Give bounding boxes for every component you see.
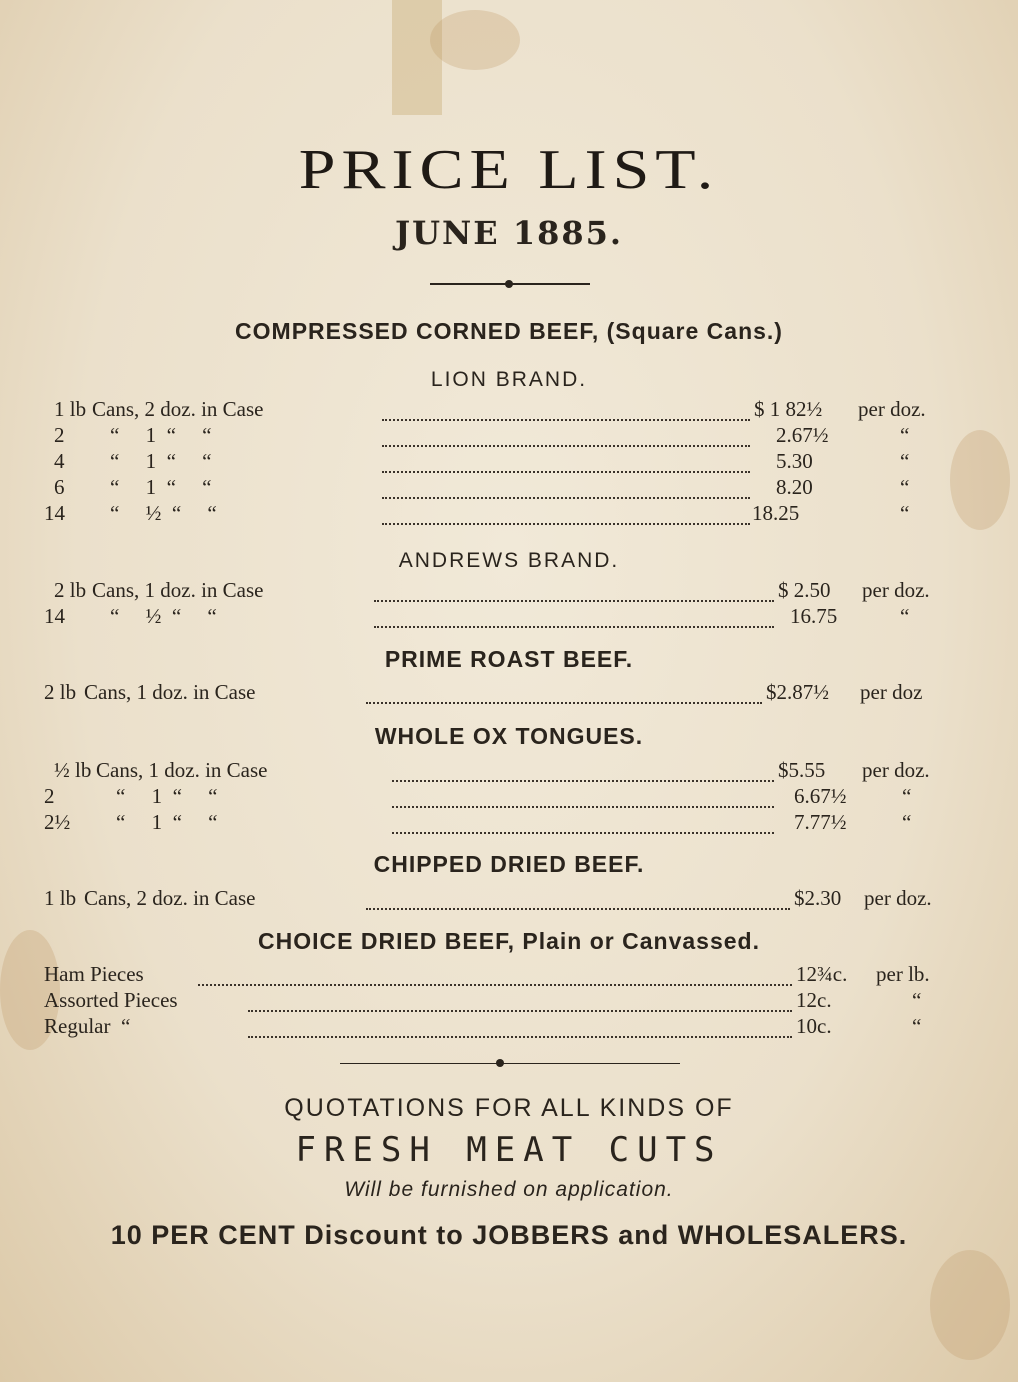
section-heading: PRIME ROAST BEEF. xyxy=(384,646,634,672)
row-unit: “ xyxy=(900,475,910,499)
row-unit: per doz. xyxy=(862,578,930,602)
row-size: 2 lb xyxy=(44,680,77,704)
row-unit: “ xyxy=(900,449,910,473)
stain xyxy=(430,10,520,70)
row-unit: “ xyxy=(902,810,912,834)
price-row xyxy=(40,578,962,604)
discount-line: 10 PER CENT Discount to JOBBERS and WHOLESALERS. xyxy=(110,1220,908,1250)
row-size: ½ lb xyxy=(54,758,92,782)
row-price: 12c. xyxy=(796,988,832,1012)
row-desc: Cans, 1 doz. in Case xyxy=(92,578,264,602)
leader-dots xyxy=(374,578,774,602)
price-row xyxy=(40,397,962,423)
price-row xyxy=(40,449,962,475)
price-row xyxy=(40,962,962,988)
row-size: 1 lb xyxy=(44,886,77,910)
row-desc: “ ½ “ “ xyxy=(110,604,217,628)
row-unit: “ xyxy=(900,501,910,525)
row-price: $ 1 82½ xyxy=(754,397,823,421)
divider-ornament xyxy=(505,280,513,288)
row-unit: per doz. xyxy=(862,758,930,782)
row-price: 6.67½ xyxy=(794,784,847,808)
page-date: JUNE 1885. xyxy=(394,214,624,252)
row-size: 14 xyxy=(44,501,65,525)
divider-rule xyxy=(340,1063,680,1064)
section-heading-text: CHOICE DRIED BEEF, xyxy=(258,928,515,954)
row-size: 4 xyxy=(54,449,65,473)
row-unit: “ xyxy=(902,784,912,808)
leader-dots xyxy=(382,475,750,499)
row-price: 2.67½ xyxy=(776,423,829,447)
row-unit: per doz. xyxy=(864,886,932,910)
row-unit: “ xyxy=(912,988,922,1012)
leader-dots xyxy=(198,962,792,986)
price-row xyxy=(40,1014,962,1040)
leader-dots xyxy=(382,423,750,447)
section-heading: WHOLE OX TONGUES. xyxy=(374,723,644,749)
leader-dots xyxy=(392,784,774,808)
price-row xyxy=(40,475,962,501)
divider-ornament xyxy=(496,1059,504,1067)
row-price: $ 2.50 xyxy=(778,578,831,602)
row-size: 2½ xyxy=(44,810,71,834)
row-price: $2.87½ xyxy=(766,680,829,704)
row-desc: “ ½ “ “ xyxy=(110,501,217,525)
price-row xyxy=(40,810,962,836)
row-desc: “ 1 “ “ xyxy=(110,449,212,473)
brand-heading: ANDREWS BRAND. xyxy=(398,549,620,572)
row-unit: per doz. xyxy=(858,397,926,421)
fresh-meat-cuts: FRESH MEAT CUTS xyxy=(295,1130,723,1170)
row-price: $2.30 xyxy=(794,886,842,910)
row-size: 2 lb xyxy=(54,578,87,602)
price-row xyxy=(40,758,962,784)
row-desc: “ 1 “ “ xyxy=(116,784,218,808)
leader-dots xyxy=(392,758,774,782)
leader-dots xyxy=(382,501,750,525)
leader-dots xyxy=(374,604,774,628)
row-price: 7.77½ xyxy=(794,810,847,834)
row-price: 8.20 xyxy=(776,475,813,499)
row-unit: “ xyxy=(900,604,910,628)
row-desc: “ 1 “ “ xyxy=(110,423,212,447)
row-price: 12¾c. xyxy=(796,962,848,986)
row-desc: “ 1 “ “ xyxy=(110,475,212,499)
row-size: 6 xyxy=(54,475,65,499)
row-desc: Cans, 1 doz. in Case xyxy=(96,758,268,782)
section-heading xyxy=(0,318,1018,345)
row-price: $5.55 xyxy=(778,758,826,782)
row-unit: “ xyxy=(900,423,910,447)
row-desc: Cans, 2 doz. in Case xyxy=(92,397,264,421)
leader-dots xyxy=(248,988,792,1012)
quotations-line: QUOTATIONS FOR ALL KINDS OF xyxy=(284,1094,734,1122)
leader-dots xyxy=(382,397,750,421)
price-row xyxy=(40,604,962,630)
price-row xyxy=(40,784,962,810)
row-desc: Ham Pieces xyxy=(44,962,144,986)
row-size: 1 lb xyxy=(54,397,87,421)
row-size: 2 xyxy=(44,784,55,808)
row-price: 5.30 xyxy=(776,449,813,473)
price-row xyxy=(40,886,962,912)
section-heading: CHIPPED DRIED BEEF. xyxy=(373,851,645,877)
section-heading-text: COMPRESSED CORNED BEEF, xyxy=(235,318,600,344)
row-desc: Regular “ xyxy=(44,1014,131,1038)
page-title: PRICE LIST. xyxy=(298,138,720,201)
price-row xyxy=(40,501,962,527)
leader-dots xyxy=(366,680,762,704)
tape-mark xyxy=(392,0,442,115)
stain xyxy=(930,1250,1010,1360)
row-size: 2 xyxy=(54,423,65,447)
section-heading xyxy=(0,928,1018,955)
section-subheading: Plain or Canvassed. xyxy=(522,928,760,954)
brand-heading: LION BRAND. xyxy=(430,368,588,391)
section-subheading: (Square Cans.) xyxy=(606,318,783,344)
leader-dots xyxy=(382,449,750,473)
row-desc: Cans, 1 doz. in Case xyxy=(84,680,256,704)
row-price: 18.25 xyxy=(752,501,800,525)
row-unit: per lb. xyxy=(876,962,930,986)
row-size: 14 xyxy=(44,604,65,628)
price-row xyxy=(40,988,962,1014)
row-price: 10c. xyxy=(796,1014,832,1038)
leader-dots xyxy=(248,1014,792,1038)
price-row xyxy=(40,423,962,449)
row-unit: per doz xyxy=(860,680,923,704)
row-desc: Assorted Pieces xyxy=(44,988,178,1012)
row-desc: “ 1 “ “ xyxy=(116,810,218,834)
leader-dots xyxy=(392,810,774,834)
leader-dots xyxy=(366,886,790,910)
row-desc: Cans, 2 doz. in Case xyxy=(84,886,256,910)
furnished-note: Will be furnished on application. xyxy=(344,1178,674,1201)
price-row xyxy=(40,680,962,706)
row-price: 16.75 xyxy=(790,604,838,628)
row-unit: “ xyxy=(912,1014,922,1038)
